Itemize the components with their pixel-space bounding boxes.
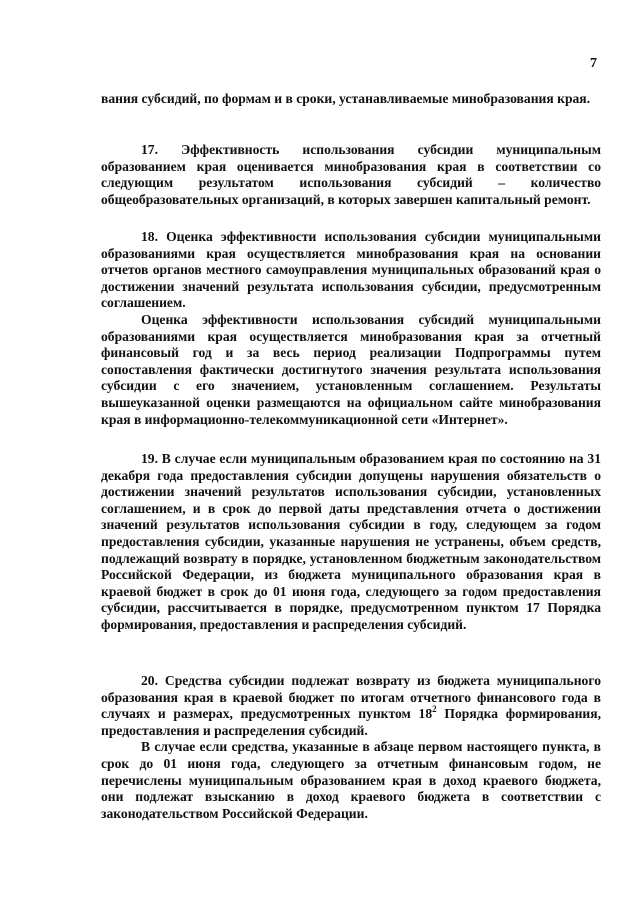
paragraph-text: 18. Оценка эффективности использования субсидии муниципальными образованиями края осуществляется минобразования края на основании отчетов органов местного самоуправления муниципальных образований края о достижении значений результата использования субсидии, предусмотренным соглашением.	[101, 229, 601, 311]
paragraph-text	[101, 673, 601, 739]
paragraph-18	[101, 229, 601, 428]
paragraph-text-part: Порядка формирования, предоставления и распределения субсидий.	[101, 706, 601, 738]
paragraph-text: 19. В случае если муниципальным образованием края по состоянию на 31 декабря года предоставления субсидии допущены нарушения обязательств о достижении значений результатов использования субсидии, установленных соглашением, и в срок до первой даты представления отчета о достижении значений результатов использования субсидии в году, следующем за годом предоставления субсидии, указанные нарушения не устранены, объем средств, подлежащий возврату в порядке, установленном бюджетным законодательством Российской Федерации, из бюджета муниципального образования края в краевой бюджет в срок до 01 июня года, следующего за годом предоставления субсидии, рассчитывается в порядке, предусмотренном пунктом 17 Порядка формирования, предоставления и распределения субсидий.	[101, 451, 601, 632]
paragraph-text: Оценка эффективности использования субсидий муниципальными образованиями края осуществляется минобразования края за отчетный финансовый год и за весь период реализации Подпрограммы путем сопоставления фактически достигнутого значения результата использования субсидии с его значением, установленным соглашением. Результаты вышеуказанной оценки размещаются на официальном сайте минобразования края в информационно-телекоммуникационной сети «Интернет».	[101, 311, 601, 427]
paragraph-20	[101, 673, 601, 822]
paragraph-text-part: 20. Средства субсидии подлежат возврату из бюджета муниципального образования края в краевой бюджет по итогам отчетного финансового года в случаях и размерах, предусмотренных пунктом 18	[101, 673, 601, 722]
superscript: 2	[432, 703, 437, 714]
page-number: 7	[590, 56, 597, 71]
paragraph-17	[101, 142, 601, 208]
paragraph-continuation	[101, 91, 601, 108]
paragraph-text: вания субсидий, по формам и в сроки, устанавливаемые минобразования края.	[101, 91, 591, 106]
paragraph-text: 17. Эффективность использования субсидии муниципальным образованием края оценивается минобразования края в соответствии со следующим результатом использования субсидий – количество общеобразовательных организаций, в которых завершен капитальный ремонт.	[101, 142, 601, 207]
paragraph-text: В случае если средства, указанные в абзаце первом настоящего пункта, в срок до 01 июня года, следующего за отчетным финансовым годом, не перечислены муниципальным образованием края в доход краевого бюджета, они подлежат взысканию в доход краевого бюджета в соответствии с законодательством Российской Федерации.	[101, 739, 601, 821]
paragraph-19	[101, 451, 601, 634]
